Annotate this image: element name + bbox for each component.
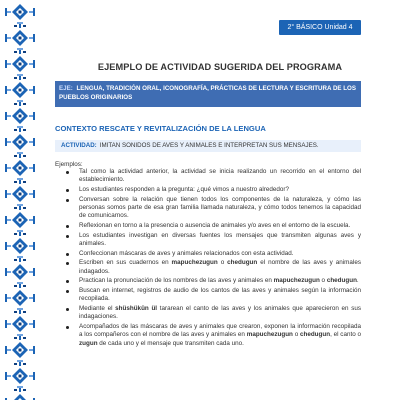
bold-term: shüshükün ül: [115, 304, 158, 312]
item-text: tararean el canto de las aves y los animales que aparecieron en sus indagaciones.: [79, 304, 361, 321]
item-text: Buscan en internet, registros de audio de los cantos de las aves y animales según la información recopilada.: [79, 286, 361, 303]
item-text: Mediante el: [79, 304, 116, 312]
bold-term: chedugun: [326, 277, 357, 285]
actividad-description: IMITAN SONIDOS DE AVES Y ANIMALES E INTERPRETAN SUS MENSAJES.: [99, 142, 319, 149]
grade-unit-badge: 2° BÁSICO Unidad 4: [279, 20, 361, 35]
list-item: [55, 305, 361, 322]
mapuche-pattern-border-icon: [0, 0, 46, 400]
item-text: Escriben en sus cuadernos en: [79, 259, 172, 267]
list-item: [55, 323, 361, 348]
item-text: Tal como la actividad anterior, la actividad se inicia realizando un recorrido en el entorno del establecimiento.: [79, 168, 361, 184]
list-item: [55, 277, 361, 285]
list-item: [55, 259, 361, 276]
bold-term: mapuchezugun: [171, 259, 218, 267]
page-title: EJEMPLO DE ACTIVIDAD SUGERIDA DEL PROGRAMA: [97, 62, 343, 72]
actividad-banner: [55, 140, 361, 152]
item-text: Los estudiantes investigan en diversas fuentes los mensajes que transmiten algunas aves y animales.: [79, 231, 361, 247]
bold-term: mapuchezugun: [273, 277, 320, 285]
list-item: [55, 186, 361, 194]
list-item: [55, 168, 361, 185]
bold-term: zugun: [79, 339, 98, 347]
item-text: , el canto o: [330, 331, 361, 339]
list-item: [55, 250, 361, 258]
bold-term: chedugun: [299, 331, 331, 339]
list-item: [55, 222, 361, 230]
item-text: Acompañados de las máscaras de aves y animales que crearon, exponen la información recopilada a los compañeros con el nombre de las aves y animales en: [79, 322, 361, 339]
list-item: [55, 287, 361, 304]
examples-list: [55, 168, 361, 349]
eje-text: [59, 84, 357, 102]
eje-banner: [55, 81, 361, 107]
bold-term: mapuchezugun: [246, 331, 293, 339]
item-text: Reflexionan en torno a la presencia o ausencia de animales y/o aves en el entorno de la escuela.: [79, 222, 351, 229]
item-text: Practican la pronunciación de los nombres de las aves y animales en: [79, 277, 274, 285]
section-title: CONTEXTO RESCATE Y REVITALIZACIÓN DE LA LENGUA: [55, 124, 266, 133]
item-text: o: [217, 259, 228, 267]
bold-term: chedugun: [227, 259, 258, 267]
item-text: el nombre de las aves y animales indagados.: [79, 259, 361, 275]
item-text: .: [356, 277, 359, 285]
list-item: [55, 196, 361, 221]
eje-description: LENGUA, TRADICIÓN ORAL, ICONOGRAFÍA, PRÁCTICAS DE LECTURA Y ESCRITURA DE LOS PUEBLOS ORIGINARIOS: [59, 85, 356, 101]
item-text: Conversan sobre la relación que tienen todos los componentes de la naturaleza, y cómo las personas somos parte de esa gran familia llamada naturaleza, y cómo todos tenemos la capacidad de comunicarnos.: [79, 195, 361, 220]
item-text: de cada uno y el mensaje que transmiten cada uno.: [97, 339, 244, 347]
eje-label: EJE:: [59, 85, 73, 92]
ejemplos-label: Ejemplos:: [55, 161, 83, 168]
actividad-label: ACTIVIDAD:: [61, 142, 97, 149]
item-text: Los estudiantes responden a la pregunta: ¿qué vimos a nuestro alrededor?: [79, 186, 290, 193]
item-text: Confeccionan máscaras de aves y animales relacionados con esta actividad.: [79, 249, 294, 257]
item-text: o: [319, 277, 327, 285]
list-item: [55, 232, 361, 249]
item-text: o: [292, 331, 300, 339]
actividad-text: [61, 142, 319, 149]
